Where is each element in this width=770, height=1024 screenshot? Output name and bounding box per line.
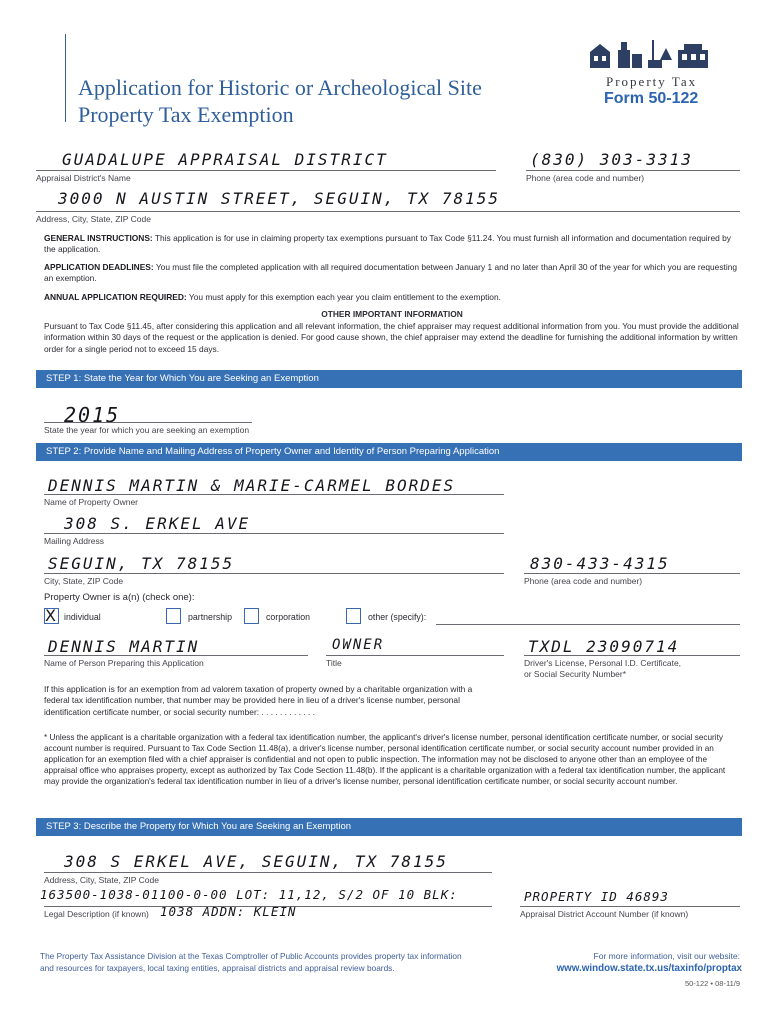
owner-name-value: DENNIS MARTIN & MARIE-CARMEL BORDES [48, 476, 456, 495]
corporation-checkbox[interactable] [244, 608, 259, 624]
step-2-header: STEP 2: Provide Name and Mailing Address of Property Owner and Identity of Person Preparing Application [36, 443, 742, 461]
application-deadlines-text: You must file the completed application with all required documentation between January 1 and no later than April 30 of the year for which you are requesting an exemption. [44, 262, 738, 284]
owner-phone-value: 830-433-4315 [530, 554, 670, 573]
step-1-header: STEP 1: State the Year for Which You are Seeking an Exemption [36, 370, 742, 388]
buildings-icon [588, 36, 720, 68]
other-info-heading: OTHER IMPORTANT INFORMATION [321, 309, 463, 319]
other-option-label: other (specify): [368, 612, 427, 622]
annual-application [44, 292, 740, 303]
account-number-label: Appraisal District Account Number (if known) [520, 909, 689, 919]
other-info-text: Pursuant to Tax Code §11.45, after considering this application and all relevant information, the chief appraiser may request additional information from you. You must provide the additional information within 30 days of the request or the application is denied. For good cause shown, the chief appraiser may extend the deadline for furnishing the additional information by written order for a single period not to exceed 15 days. [44, 321, 739, 354]
preparer-name-label: Name of Person Preparing this Application [44, 658, 204, 668]
owner-name-label: Name of Property Owner [44, 497, 139, 507]
form-title-line-1: Application for Historic or Archeological Site [78, 75, 482, 100]
footer-more-info: For more information, visit our website: [593, 951, 740, 961]
confidentiality-footnote: * Unless the applicant is a charitable organization with a federal tax identification number, the applicant's driver's license number, personal identification certificate number, or social security account number is required. Pursuant to Tax Code Section 11.48(a), a driver's license number, personal identification certificate number, or social security account number provided in an application for an exemption filed with a chief appraiser is confidential and not open to public inspection. The information may not be disclosed to anyone other than an employee of the appraisal office who appraises property, except as authorized by Tax Code Section 11.48(b). If the applicant is a charitable organization with a federal tax identification number, the applicant may provide the organization's federal tax identification number in lieu of a driver's license number, personal identification certificate number, or social security account number. [44, 733, 726, 786]
exemption-year-value: 2015 [64, 403, 121, 427]
application-deadlines [44, 262, 740, 285]
partnership-option-label: partnership [188, 612, 233, 622]
account-number-value: PROPERTY ID 46893 [524, 889, 669, 904]
district-name-value: GUADALUPE APPRAISAL DISTRICT [62, 150, 388, 169]
form-category: Property Tax [606, 74, 698, 89]
step-3-header: STEP 3: Describe the Property for Which You are Seeking an Exemption [36, 818, 742, 836]
license-number-label-2: or Social Security Number* [524, 669, 627, 679]
general-instructions-heading: GENERAL INSTRUCTIONS: [44, 233, 153, 243]
district-address-value: 3000 N AUSTIN STREET, SEGUIN, TX 78155 [58, 189, 501, 208]
footer-website-link[interactable]: www.window.state.tx.us/taxinfo/proptax [556, 963, 742, 974]
legal-description-value-1: 163500-1038-01100-0-00 LOT: 11,12, S/2 OF 10 BLK: [40, 887, 458, 902]
district-name-label: Appraisal District's Name [36, 173, 131, 183]
mailing-address-value: 308 S. ERKEL AVE [64, 514, 251, 533]
owner-city-label: City, State, ZIP Code [44, 576, 124, 586]
exemption-year-label: State the year for which you are seeking an exemption [44, 425, 250, 435]
legal-description-label: Legal Description (if known) [44, 909, 149, 919]
application-deadlines-heading: APPLICATION DEADLINES: [44, 262, 154, 272]
owner-phone-label: Phone (area code and number) [524, 576, 643, 586]
other-checkbox[interactable] [346, 608, 361, 624]
form-number: Form 50-122 [604, 90, 699, 107]
district-address-label: Address, City, State, ZIP Code [36, 214, 151, 224]
district-phone-label: Phone (area code and number) [526, 173, 645, 183]
corporation-option-label: corporation [266, 612, 311, 622]
property-address-label: Address, City, State, ZIP Code [44, 875, 159, 885]
license-number-value: TXDL 23090714 [528, 637, 680, 656]
partnership-checkbox[interactable] [166, 608, 181, 624]
checkbox-mark: X [45, 606, 56, 625]
preparer-name-value: DENNIS MARTIN [48, 637, 200, 656]
form-title [78, 74, 482, 128]
legal-description-value-2: 1038 ADDN: KLEIN [160, 904, 297, 919]
preparer-title-label: Title [326, 658, 342, 668]
charitable-org-text: If this application is for an exemption from ad valorem taxation of property owned by a charitable organization with a federal tax identification number, that number may be provided here in lieu of a driver's license number, personal identification certificate number, or social security number: . . . . . . . . . . . . [44, 684, 473, 717]
district-phone-value: (830) 303-3313 [530, 150, 693, 169]
general-instructions-text: This application is for use in claiming property tax exemptions pursuant to Tax Code §11.24. You must furnish all information and documentation required by the application. [44, 233, 731, 255]
annual-application-heading: ANNUAL APPLICATION REQUIRED: [44, 292, 187, 302]
individual-checkbox[interactable] [44, 608, 59, 624]
general-instructions [44, 233, 740, 256]
header-accent-line [65, 34, 66, 122]
footer-form-code: 50-122 • 08-11/9 [684, 979, 740, 988]
footer-info-text: The Property Tax Assistance Division at the Texas Comptroller of Public Accounts provides property tax information and resources for taxpayers, local taxing entities, appraisal districts and appraisal review boards. [40, 951, 462, 973]
license-number-label-1: Driver's License, Personal I.D. Certificate, [524, 658, 682, 668]
preparer-title-value: OWNER [332, 637, 385, 653]
owner-city-value: SEGUIN, TX 78155 [48, 554, 235, 573]
annual-application-text: You must apply for this exemption each year you claim entitlement to the exemption. [188, 292, 501, 302]
mailing-address-label: Mailing Address [44, 536, 105, 546]
property-address-value: 308 S ERKEL AVE, SEGUIN, TX 78155 [64, 852, 448, 871]
individual-option-label: individual [64, 612, 101, 622]
owner-type-label: Property Owner is a(n) (check one): [44, 592, 195, 603]
form-title-line-2: Property Tax Exemption [78, 102, 294, 127]
